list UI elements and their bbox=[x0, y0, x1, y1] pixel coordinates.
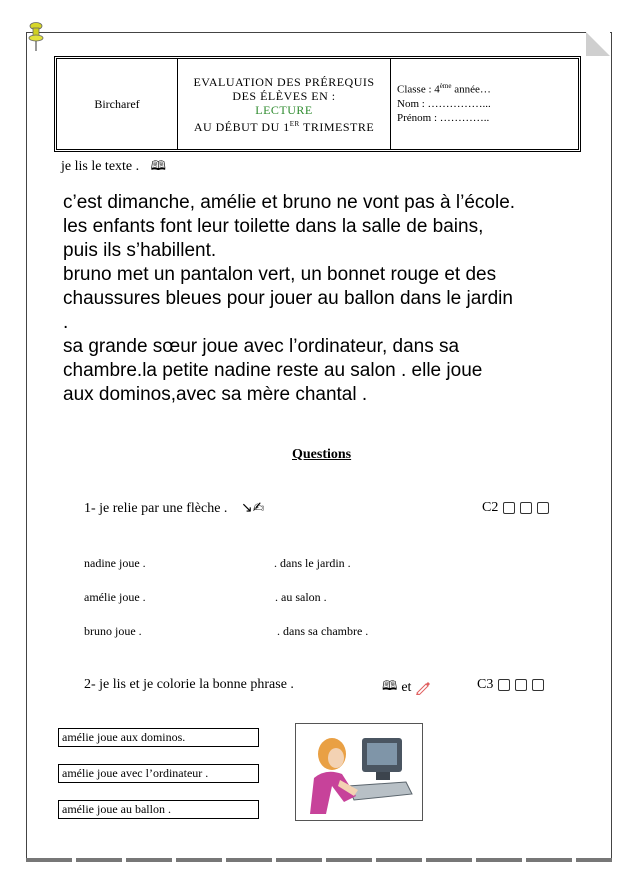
score-box[interactable] bbox=[520, 502, 532, 514]
name-field: Nom : ……………... bbox=[397, 97, 491, 110]
story-line: . bbox=[63, 312, 69, 333]
score-box[interactable] bbox=[532, 679, 544, 691]
girl-computer-illustration bbox=[295, 723, 423, 821]
page-fold bbox=[586, 32, 610, 56]
question-2: 2- je lis et je colorie la bonne phrase . bbox=[84, 677, 294, 692]
match-left-item[interactable]: bruno joue . bbox=[84, 624, 142, 638]
question-2-icons: 🕮 et bbox=[382, 677, 431, 699]
pencil-icon bbox=[415, 681, 431, 695]
score-box[interactable] bbox=[515, 679, 527, 691]
firstname-field: Prénom : ………….. bbox=[397, 111, 490, 124]
story-line: bruno met un pantalon vert, un bonnet rouge et des bbox=[63, 264, 497, 285]
match-left-item[interactable]: nadine joue . bbox=[84, 556, 146, 570]
reading-text bbox=[63, 191, 583, 407]
match-right-item[interactable]: . dans le jardin . bbox=[274, 556, 351, 570]
story-line: puis ils s’habillent. bbox=[63, 240, 217, 261]
book-icon: 🕮 bbox=[382, 679, 398, 694]
story-line: sa grande sœur joue avec l’ordinateur, dans sa bbox=[63, 336, 460, 357]
title-subject: LECTURE bbox=[255, 102, 313, 117]
question-1: 1- je relie par une flèche . ↘✍ bbox=[84, 500, 265, 516]
title-line-1: EVALUATION DES PRÉREQUIS bbox=[193, 74, 375, 89]
reading-instruction: je lis le texte . 🕮 bbox=[61, 157, 166, 179]
evaluation-title bbox=[178, 59, 391, 149]
score-box[interactable] bbox=[537, 502, 549, 514]
sentence-choice[interactable]: amélie joue aux dominos. bbox=[58, 728, 259, 747]
school-name: Bircharef bbox=[57, 59, 178, 149]
student-info bbox=[391, 59, 578, 149]
match-right-item[interactable]: . au salon . bbox=[275, 590, 327, 604]
sentence-choice[interactable]: amélie joue au ballon . bbox=[58, 800, 259, 819]
story-line: chambre.la petite nadine reste au salon . elle joue bbox=[63, 360, 483, 381]
pushpin-icon bbox=[28, 22, 44, 52]
story-line: les enfants font leur toilette dans la salle de bains, bbox=[63, 216, 484, 237]
story-line: chaussures bleues pour jouer au ballon dans le jardin bbox=[63, 288, 513, 309]
questions-title: Questions bbox=[292, 447, 352, 462]
match-left-item[interactable]: amélie joue . bbox=[84, 590, 146, 604]
class-field: Classe : 4ème année… bbox=[397, 82, 491, 96]
sentence-choice[interactable]: amélie joue avec l’ordinateur . bbox=[58, 764, 259, 783]
score-box[interactable] bbox=[498, 679, 510, 691]
criterion-c3: C3 bbox=[477, 677, 544, 693]
criterion-c2: C2 bbox=[482, 500, 549, 516]
title-line-4: AU DÉBUT DU 1ER TRIMESTRE bbox=[193, 119, 375, 134]
title-line-2: DES ÉLÈVES EN : bbox=[232, 88, 336, 103]
arrow-write-icon: ↘✍ bbox=[240, 500, 265, 516]
story-line: aux dominos,avec sa mère chantal . bbox=[63, 384, 368, 405]
match-right-item[interactable]: . dans sa chambre . bbox=[277, 624, 369, 638]
page-bottom-edge bbox=[26, 858, 612, 862]
header-table bbox=[54, 56, 581, 152]
score-box[interactable] bbox=[503, 502, 515, 514]
story-line: c’est dimanche, amélie et bruno ne vont pas à l’école. bbox=[63, 192, 516, 213]
book-icon: 🕮 bbox=[150, 159, 166, 174]
